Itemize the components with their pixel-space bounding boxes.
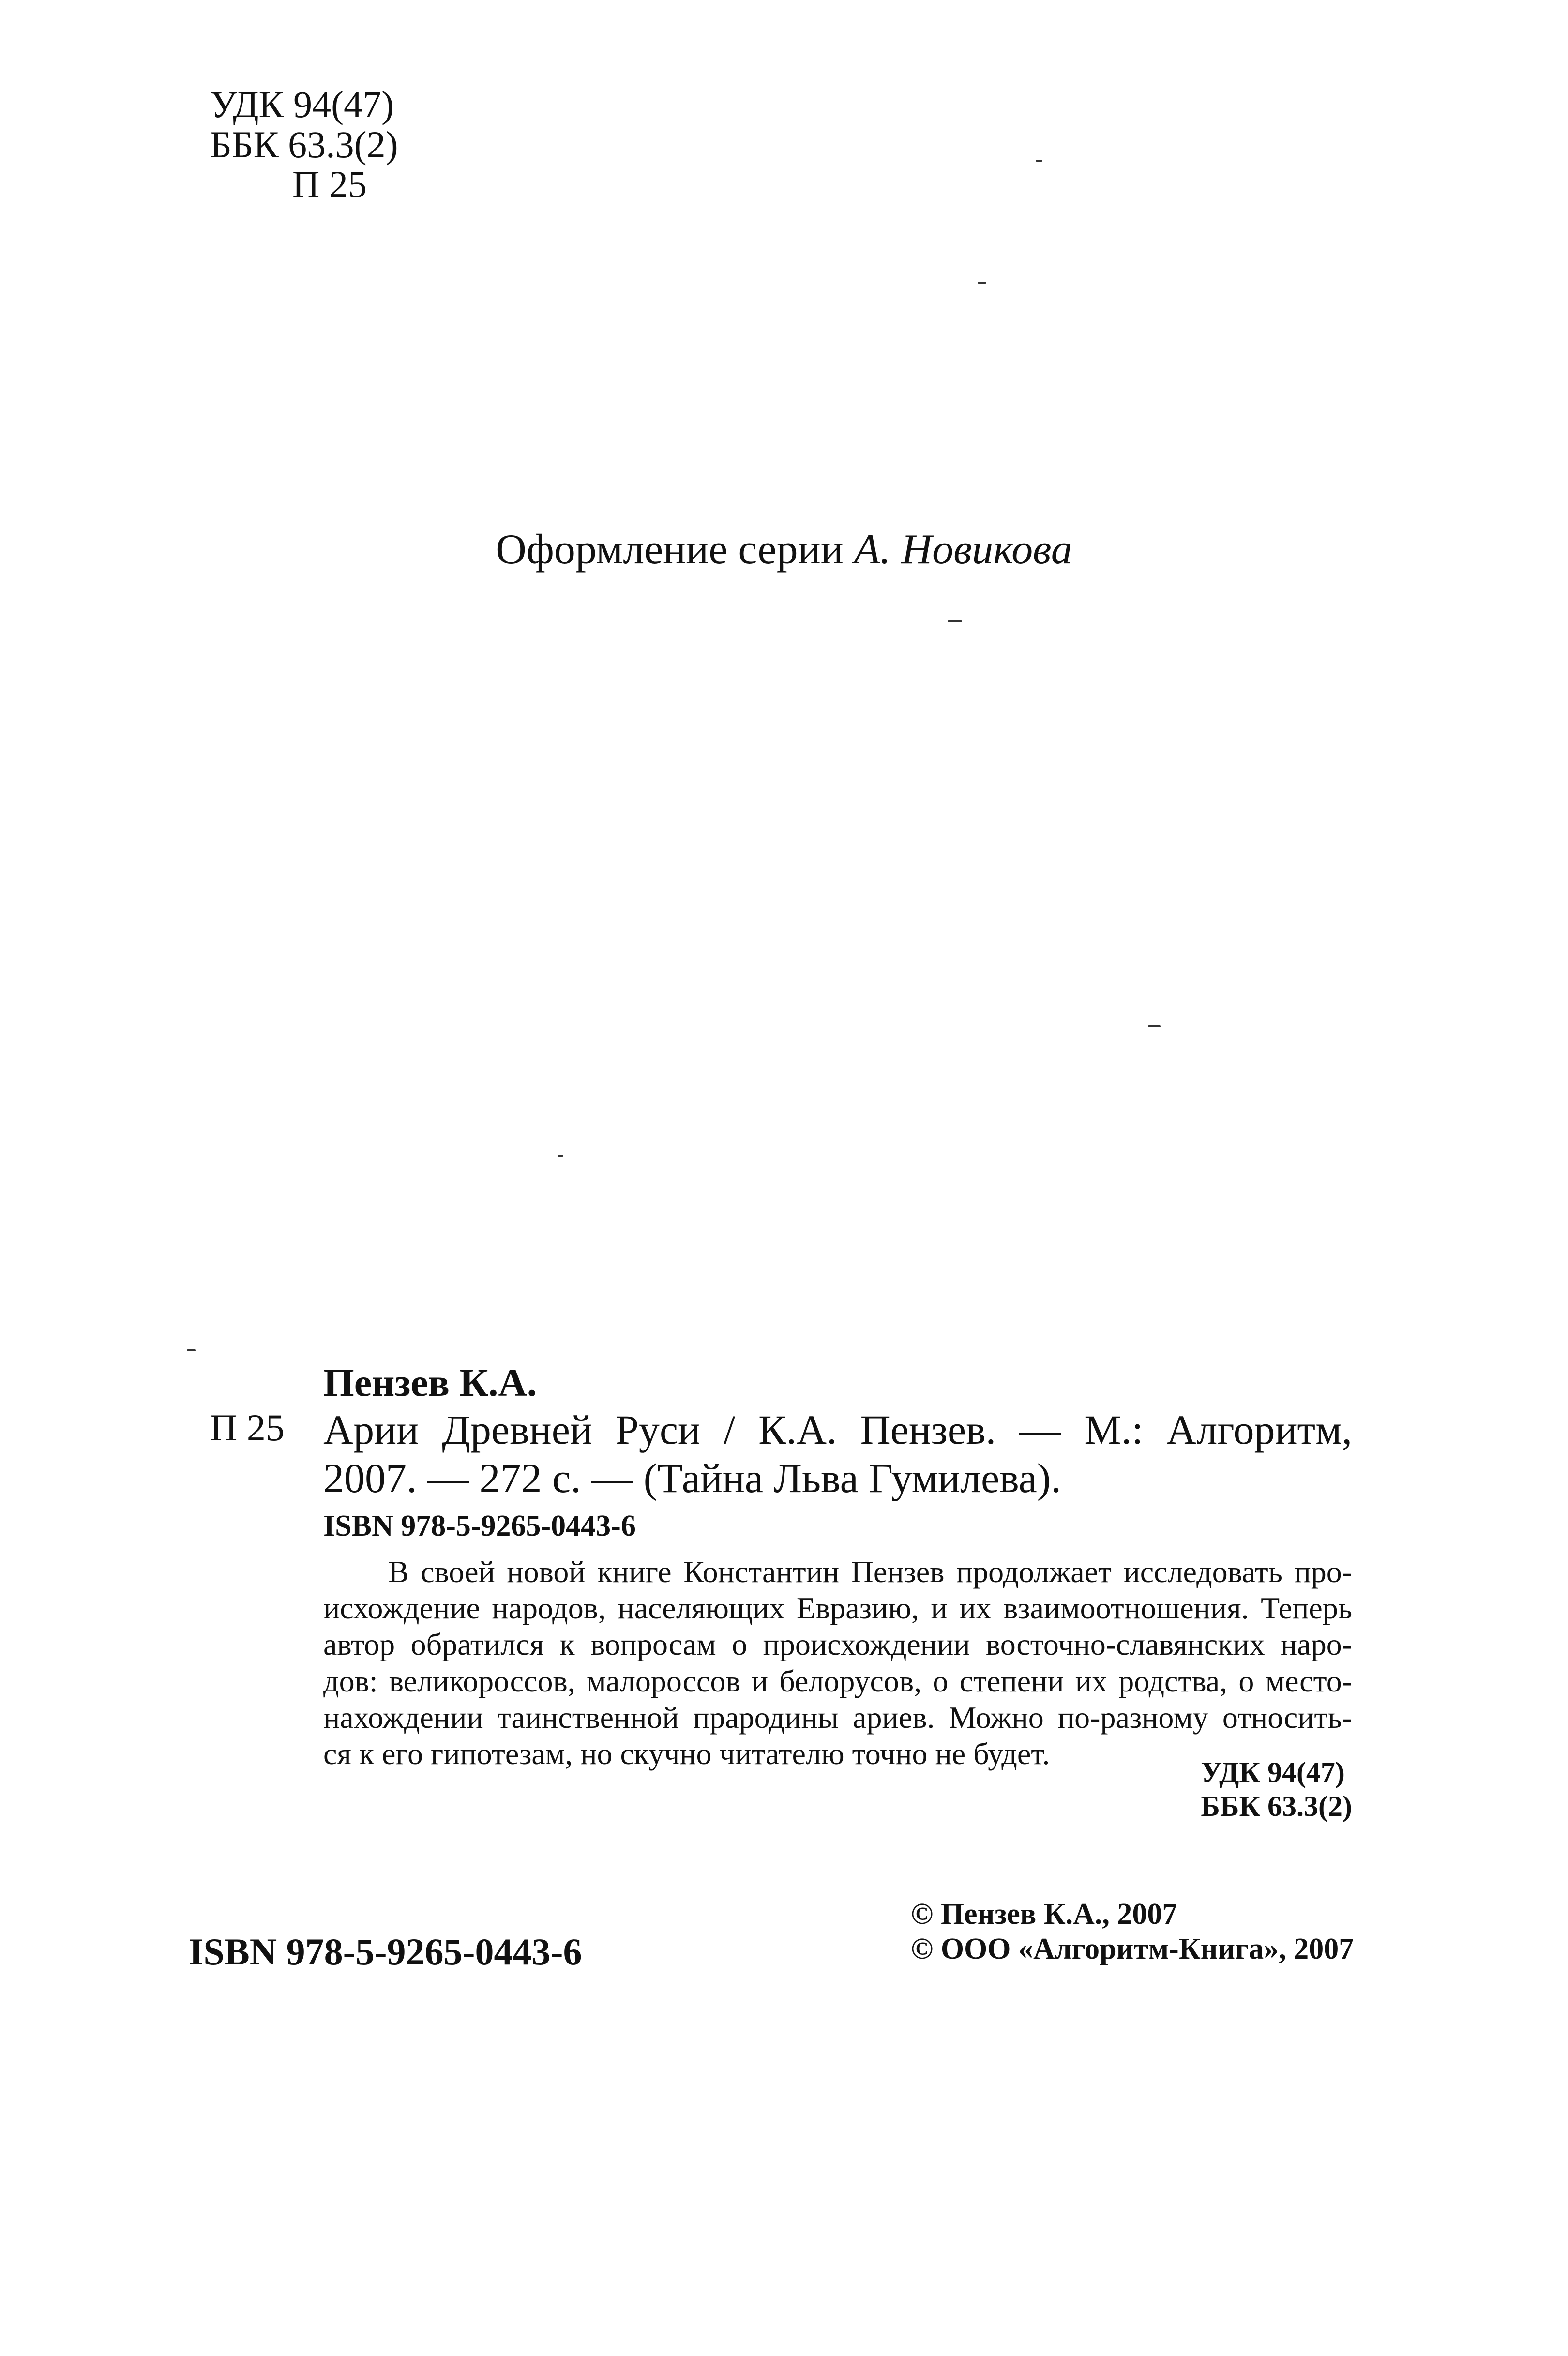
copyright-publisher: © ООО «Алгоритм-Книга», 2007 xyxy=(911,1932,1354,1965)
catalog-isbn: ISBN 978-5-9265-0443-6 xyxy=(323,1510,636,1542)
scan-speck xyxy=(948,620,962,622)
bbk-code: ББК 63.3(2) xyxy=(210,123,398,166)
book-annotation xyxy=(323,1554,1352,1772)
annotation-line: исхождение народов, населяющих Евразию, и их взаимоотношения. Теперь xyxy=(323,1591,1352,1626)
series-credit-person: А. Новикова xyxy=(854,526,1072,573)
series-design-credit xyxy=(0,525,1568,574)
card-udk-code: УДК 94(47) xyxy=(1201,1756,1345,1788)
annotation-line: автор обратился к вопросам о происхождении восточно-славянских наро- xyxy=(323,1627,1352,1662)
catalog-mark: П 25 xyxy=(292,163,367,206)
bibliographic-description xyxy=(323,1406,1352,1503)
classification-codes-card xyxy=(1201,1755,1352,1823)
annotation-line: нахождении таинственной прародины ариев. Можно по-разному относить- xyxy=(323,1700,1352,1735)
udk-code: УДК 94(47) xyxy=(210,83,394,125)
annotation-line: ся к его гипотезам, но скучно читателю точно не будет. xyxy=(323,1736,1050,1771)
bib-line: 2007. — 272 с. — (Тайна Льва Гумилева). xyxy=(323,1454,1061,1501)
catalog-author: Пензев К.А. xyxy=(323,1360,537,1405)
scan-speck xyxy=(1036,160,1042,162)
footer-isbn: ISBN 978-5-9265-0443-6 xyxy=(189,1931,582,1973)
classification-codes-top xyxy=(210,85,398,205)
bib-line: Арии Древней Руси / К.А. Пензев. — М.: Алгоритм, xyxy=(323,1406,1352,1453)
copyright-author: © Пензев К.А., 2007 xyxy=(911,1898,1177,1931)
copyright-block xyxy=(911,1897,1354,1967)
scan-speck xyxy=(187,1349,196,1351)
catalog-card-mark: П 25 xyxy=(210,1406,285,1449)
scan-speck xyxy=(558,1155,563,1157)
scan-speck xyxy=(1148,1025,1161,1027)
annotation-line: В своей новой книге Константин Пензев продолжает исследовать про- xyxy=(388,1555,1352,1589)
series-credit-prefix: Оформление серии xyxy=(496,526,844,573)
annotation-line: дов: великороссов, малороссов и белорусов, о степени их родства, о место- xyxy=(323,1663,1352,1698)
card-bbk-code: ББК 63.3(2) xyxy=(1201,1790,1352,1823)
scan-speck xyxy=(978,282,986,284)
